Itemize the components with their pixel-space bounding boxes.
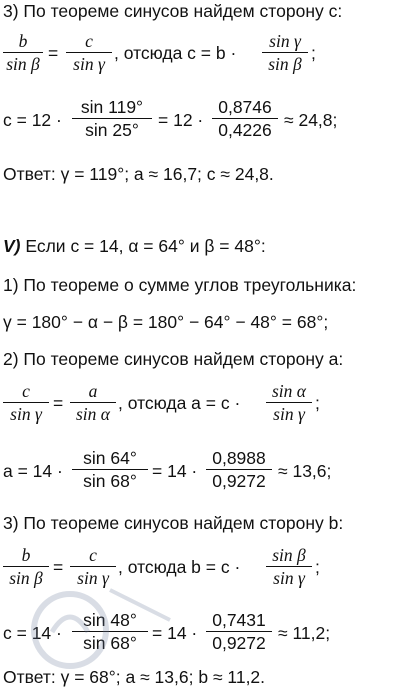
- approx-result-b: ≈ 11,2;: [278, 623, 331, 643]
- equals-sign: =: [48, 43, 59, 63]
- roman-numeral-v: V): [3, 236, 21, 256]
- fraction-sina-over-sing: sin α sin γ: [266, 380, 312, 425]
- equals-sign-2: =: [53, 393, 64, 413]
- equals-14: = 14 ·: [152, 461, 198, 481]
- fraction-08988-over-09272: 0,8988 0,9272: [206, 447, 272, 492]
- semicolon-2: ;: [315, 393, 320, 413]
- fraction-b-over-sinb: b sin β: [3, 30, 43, 75]
- watermark-logo: [30, 560, 180, 680]
- hence-text: , отсюда c = b ·: [114, 43, 237, 63]
- fraction-sin48-over-sin68: sin 48° sin 68°: [72, 609, 148, 654]
- step1-heading: 1) По теореме о сумме углов треугольника:: [3, 275, 357, 295]
- fraction-07431-over-09272: 0,7431 0,9272: [206, 609, 272, 654]
- semicolon-3: ;: [315, 557, 320, 577]
- c-equals-12: c = 12 ·: [3, 110, 62, 130]
- fraction-c-over-sing: c sin γ: [66, 30, 112, 75]
- gamma-equation: γ = 180° − α − β = 180° − 64° − 48° = 68°;: [3, 312, 329, 332]
- fraction-c-over-sing-2: c sin γ: [3, 380, 49, 425]
- hence-text-3: , отсюда b = c ·: [118, 557, 241, 577]
- semicolon: ;: [311, 43, 316, 63]
- equals-14-b: = 14 ·: [152, 623, 198, 643]
- equals-12: = 12 ·: [158, 110, 204, 130]
- fraction-c-over-sing-3: c sin γ: [70, 544, 116, 589]
- fraction-b-over-sinb-2: b sin β: [3, 544, 49, 589]
- a-equals-14: a = 14 ·: [3, 461, 63, 481]
- part5-condition: Если c = 14, α = 64° и β = 48°:: [25, 236, 266, 256]
- step3-heading: 3) По теореме синусов найдем сторону c:: [3, 1, 343, 21]
- step2-heading: 2) По теореме синусов найдем сторону a:: [3, 349, 344, 369]
- fraction-sin119-over-sin25: sin 119° sin 25°: [72, 96, 152, 141]
- part5-heading-row: [3, 235, 266, 257]
- answer-line-part3: Ответ: γ = 119°; a ≈ 16,7; c ≈ 24,8.: [3, 164, 274, 184]
- fraction-a-over-sina: a sin α: [70, 380, 116, 425]
- hence-text-2: , отсюда a = c ·: [118, 393, 241, 413]
- fraction-sinb-over-sing: sin β sin γ: [266, 544, 312, 589]
- fraction-sing-over-sinb: sin γ sin β: [262, 30, 308, 75]
- step3-heading-b: 3) По теореме синусов найдем сторону b:: [3, 513, 344, 533]
- fraction-08746-over-04226: 0,8746 0,4226: [212, 96, 278, 141]
- approx-result-a: ≈ 13,6;: [278, 461, 332, 481]
- equals-sign-3: =: [53, 557, 64, 577]
- approx-result: ≈ 24,8;: [284, 110, 338, 130]
- answer-line-part5: Ответ: γ = 68°; a ≈ 13,6; b ≈ 11,2.: [3, 667, 266, 687]
- c-equals-14: c = 14 ·: [3, 623, 62, 643]
- fraction-sin64-over-sin68: sin 64° sin 68°: [72, 447, 148, 492]
